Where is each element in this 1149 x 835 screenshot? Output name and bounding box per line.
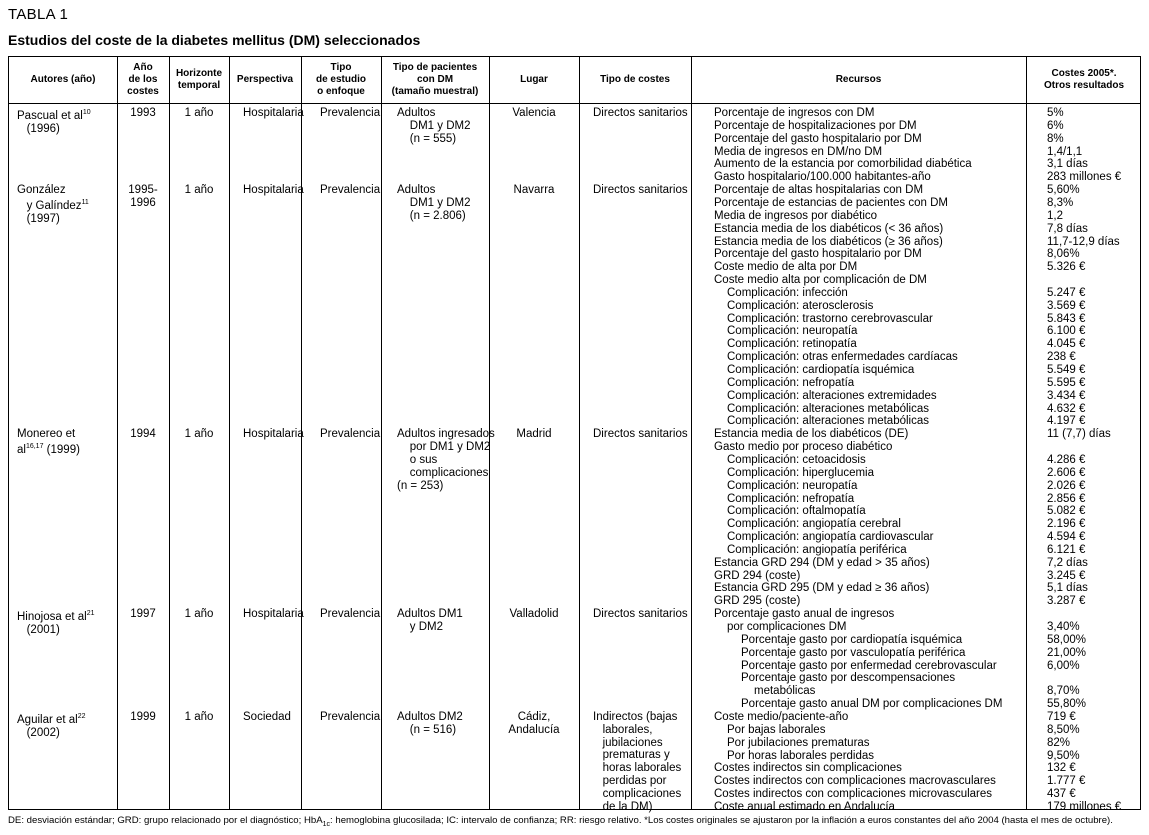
resource-cost: 5,1 días — [1047, 582, 1088, 595]
study-horizon: 1 año — [184, 184, 214, 197]
resource-item: Porcentaje de estancias de pacientes con DM — [714, 196, 948, 209]
resource-item: Complicación: angiopatía periférica — [727, 543, 907, 556]
study-patients: Adultos ingresados por DM1 y DM2 o sus complicaciones (n = 253) — [397, 428, 495, 492]
resource-cost: 179 millones € — [1047, 800, 1122, 813]
study-cost-type: Indirectos (bajas laborales, jubilaciones prematuras y horas laborales perdidas por complicaciones de la DM) — [593, 710, 682, 813]
study-cost-year: 1994 — [130, 428, 156, 441]
resource-cost: 3.287 € — [1047, 595, 1086, 608]
resource-cost: 8% — [1047, 132, 1064, 145]
resource-cost: 4.632 € — [1047, 402, 1086, 415]
study-cost-year: 1993 — [130, 107, 156, 119]
resource-item: Porcentaje gasto por enfermedad cerebrovascular — [741, 659, 997, 672]
resource-cost: 11,7-12,9 días — [1047, 235, 1120, 248]
table-header-row — [9, 57, 1140, 104]
resource-item: Porcentaje gasto anual DM por complicaciones DM — [741, 698, 1003, 711]
resource-item: Porcentaje del gasto hospitalario por DM — [714, 132, 922, 145]
resource-cost: 1,4/1,1 — [1047, 145, 1083, 158]
study-authors — [17, 428, 80, 457]
header-cost-year: Año de los costes — [127, 62, 159, 97]
resource-item: Porcentaje del gasto hospitalario por DM — [714, 248, 922, 261]
table-footnote: DE: desviación estándar; GRD: grupo relacionado por el diagnóstico; HbA$_{1c}$: hemoglobina glucosilada; IC: intervalo de confianza; RR: riesgo relativo. *Los costes originales se ajustaron por la inflación a euros constantes del año 2004 (hasta el mes de octubre). — [8, 815, 1113, 828]
resource-cost: 283 millones € — [1047, 171, 1122, 184]
resource-cost: 7,8 días — [1047, 222, 1088, 235]
resource-item: Estancia media de los diabéticos (DE) — [714, 428, 909, 441]
resource-cost: 5.082 € — [1047, 505, 1086, 518]
resource-cost: 9,50% — [1047, 749, 1080, 762]
resource-item: Complicación: neuropatía — [727, 479, 858, 492]
resource-item: Media de ingresos en DM/no DM — [714, 145, 883, 158]
resource-cost: 6% — [1047, 119, 1064, 132]
resource-cost: 21,00% — [1047, 646, 1087, 659]
resource-item: Complicación: neuropatía — [727, 325, 858, 338]
study-authors — [17, 107, 91, 136]
resource-cost: 7,2 días — [1047, 556, 1088, 569]
study-horizon: 1 año — [184, 608, 214, 621]
resource-item: Complicación: oftalmopatía — [727, 505, 866, 518]
study-cost-type: Directos sanitarios — [593, 428, 688, 441]
column-divider — [229, 57, 230, 809]
author-name: Hinojosa et al — [17, 610, 87, 623]
reference-number: 21 — [86, 610, 95, 618]
resource-cost: 5,60% — [1047, 184, 1080, 197]
study-cost-type: Directos sanitarios — [593, 184, 688, 197]
author-name: González y Galíndez — [17, 184, 82, 212]
resource-cost: 3.245 € — [1047, 569, 1086, 582]
study-place: Cádiz, Andalucía — [508, 710, 560, 736]
resource-item: Porcentaje gasto por cardiopatía isquémica — [741, 633, 963, 646]
resource-cost: 2.026 € — [1047, 479, 1086, 492]
resource-cost: 3,40% — [1047, 621, 1080, 633]
resource-item: Aumento de la estancia por comorbilidad diabética — [714, 158, 972, 171]
resource-cost: 8,50% — [1047, 723, 1080, 736]
reference-number: 22 — [77, 712, 86, 720]
resource-cost: 719 € — [1047, 710, 1076, 723]
table-label: TABLA 1 — [8, 6, 69, 23]
study-perspective: Hospitalaria — [243, 428, 304, 441]
resource-cost: 4.045 € — [1047, 338, 1086, 351]
resource-item: Porcentaje gasto por vasculopatía periférica — [741, 646, 966, 659]
study-perspective: Hospitalaria — [243, 608, 304, 621]
header-cost-type: Tipo de costes — [600, 74, 670, 85]
resource-item: metabólicas — [754, 685, 816, 698]
resource-item: Complicación: retinopatía — [727, 338, 857, 351]
study-place: Valencia — [512, 107, 556, 119]
resource-item: Complicación: infección — [727, 286, 848, 299]
study-authors — [17, 711, 86, 740]
resource-item: Complicación: angiopatía cardiovascular — [727, 531, 934, 544]
resource-cost: 437 € — [1047, 788, 1076, 801]
study-patients: Adultos DM2 (n = 516) — [397, 710, 463, 736]
resource-cost: 8,06% — [1047, 248, 1080, 261]
author-year: (1997) — [26, 212, 60, 225]
resource-item: Costes indirectos con complicaciones microvasculares — [714, 788, 993, 801]
resource-cost: 5.326 € — [1047, 261, 1086, 274]
resource-item: Complicación: cetoacidosis — [727, 453, 866, 466]
table-title: Estudios del coste de la diabetes mellitus (DM) seleccionados — [8, 32, 421, 48]
resource-item: Complicación: alteraciones metabólicas — [727, 415, 929, 428]
resource-item: Por horas laborales perdidas — [727, 749, 875, 762]
resource-item: Costes indirectos sin complicaciones — [714, 762, 902, 775]
resource-item: Por jubilaciones prematuras — [727, 736, 870, 749]
study-cost-type: Directos sanitarios — [593, 107, 688, 119]
resource-item: Coste medio de alta por DM — [714, 261, 858, 274]
resource-cost: 3.569 € — [1047, 299, 1086, 312]
header-authors: Autores (año) — [30, 74, 96, 85]
study-perspective: Hospitalaria — [243, 107, 304, 119]
study-cost-year: 1997 — [130, 608, 156, 621]
study-cost-type: Directos sanitarios — [593, 608, 688, 621]
cost-studies-table — [8, 56, 1141, 813]
study-type: Prevalencia — [320, 608, 381, 621]
resource-cost: 4.197 € — [1047, 415, 1086, 428]
study-perspective: Hospitalaria — [243, 184, 304, 197]
study-authors — [17, 608, 94, 637]
resource-item: Media de ingresos por diabético — [714, 209, 878, 222]
study-authors — [17, 184, 89, 225]
study-place: Navarra — [513, 184, 555, 197]
resource-item: Porcentaje de altas hospitalarias con DM — [714, 184, 924, 197]
header-study-type: Tipo de estudio o enfoque — [315, 62, 366, 97]
resource-cost: 58,00% — [1047, 633, 1087, 646]
header-resources: Recursos — [835, 74, 882, 85]
resource-cost: 1,2 — [1047, 209, 1063, 222]
resource-item: Complicación: aterosclerosis — [727, 299, 874, 312]
resource-cost: 2.856 € — [1047, 492, 1086, 505]
author-name: Pascual et al — [17, 109, 83, 122]
resource-item: Gasto medio por proceso diabético — [714, 441, 893, 454]
resource-cost: 11 (7,7) días — [1047, 428, 1111, 441]
study-horizon: 1 año — [184, 710, 214, 723]
resource-cost: 6.121 € — [1047, 543, 1086, 556]
column-divider — [381, 57, 382, 809]
column-divider — [1026, 57, 1027, 809]
resource-item: Complicación: nefropatía — [727, 376, 855, 389]
study-cost-year: 1999 — [130, 710, 156, 723]
study-patients: Adultos DM1 y DM2 — [397, 608, 463, 633]
author-year: (2001) — [26, 623, 60, 636]
study-type: Prevalencia — [320, 107, 381, 119]
resource-item: Complicación: trastorno cerebrovascular — [727, 312, 933, 325]
column-divider — [579, 57, 580, 809]
resource-cost: 82% — [1047, 736, 1071, 749]
resource-item: Coste medio alta por complicación de DM — [714, 274, 927, 287]
resource-cost: 5.843 € — [1047, 312, 1086, 325]
study-perspective: Sociedad — [243, 710, 291, 723]
author-year: (1999) — [43, 443, 80, 456]
author-year: (2002) — [26, 726, 60, 739]
resource-item: Estancia GRD 294 (DM y edad > 35 años) — [714, 556, 930, 569]
resource-item: Estancia media de los diabéticos (≥ 36 años) — [714, 235, 943, 248]
resource-cost: 3,1 días — [1047, 158, 1088, 171]
resource-cost: 5.247 € — [1047, 286, 1086, 299]
header-place: Lugar — [520, 74, 548, 85]
resource-item: GRD 294 (coste) — [714, 569, 801, 582]
resource-cost: 55,80% — [1047, 698, 1087, 711]
resource-item: Complicación: alteraciones extremidades — [727, 389, 937, 402]
resource-cost: 238 € — [1047, 351, 1076, 364]
resource-cost: 5% — [1047, 107, 1064, 119]
resource-item: Coste anual estimado en Andalucía — [714, 800, 895, 813]
reference-number: 11 — [81, 198, 89, 206]
study-horizon: 1 año — [184, 428, 214, 441]
author-name: Monereo et al — [17, 428, 76, 456]
resource-item: Estancia media de los diabéticos (< 36 años) — [714, 222, 944, 235]
resource-item: Gasto hospitalario/100.000 habitantes-año — [714, 171, 931, 184]
reference-number: 16,17 — [25, 443, 44, 451]
resource-cost: 6.100 € — [1047, 325, 1086, 338]
study-horizon: 1 año — [184, 107, 214, 119]
resource-cost: 4.594 € — [1047, 531, 1086, 544]
resource-cost: 5.595 € — [1047, 376, 1086, 389]
resource-item: Porcentaje gasto por descompensaciones — [741, 672, 956, 685]
study-patients: Adultos DM1 y DM2 (n = 555) — [397, 107, 471, 145]
author-year: (1996) — [26, 122, 60, 135]
resource-cost: 4.286 € — [1047, 453, 1086, 466]
resource-item: Estancia GRD 295 (DM y edad ≥ 36 años) — [714, 582, 930, 595]
resource-item: Porcentaje gasto anual de ingresos — [714, 608, 895, 621]
study-cost-year: 1995- 1996 — [128, 184, 158, 209]
study-patients: Adultos DM1 y DM2 (n = 2.806) — [397, 184, 471, 222]
header-patients: Tipo de pacientes con DM (tamaño muestral) — [391, 62, 479, 97]
header-horizon: Horizonte temporal — [175, 68, 223, 91]
resource-item: Complicación: angiopatía cerebral — [727, 518, 901, 531]
resource-item: Costes indirectos con complicaciones macrovasculares — [714, 775, 996, 788]
column-divider — [691, 57, 692, 809]
resource-item: GRD 295 (coste) — [714, 595, 801, 608]
resource-item: Complicación: nefropatía — [727, 492, 855, 505]
resource-cost: 132 € — [1047, 762, 1076, 775]
study-type: Prevalencia — [320, 184, 381, 197]
reference-number: 10 — [82, 109, 91, 116]
author-name: Aguilar et al — [17, 713, 78, 726]
resource-item: Porcentaje de hospitalizaciones por DM — [714, 119, 917, 132]
resource-item: Coste medio/paciente-año — [714, 710, 849, 723]
resource-cost: 3.434 € — [1047, 389, 1086, 402]
resource-cost: 8,70% — [1047, 685, 1080, 698]
study-place: Madrid — [516, 428, 552, 441]
resource-cost: 1.777 € — [1047, 775, 1086, 788]
resource-item: por complicaciones DM — [727, 621, 847, 633]
study-place: Valladolid — [509, 608, 559, 621]
resource-cost: 5.549 € — [1047, 364, 1086, 376]
resource-item: Complicación: otras enfermedades cardíacas — [727, 351, 958, 364]
resource-cost: 2.196 € — [1047, 518, 1086, 531]
header-costs: Costes 2005*. Otros resultados — [1043, 68, 1125, 91]
resource-item: Por bajas laborales — [727, 723, 826, 736]
resource-cost: 8,3% — [1047, 196, 1074, 209]
study-type: Prevalencia — [320, 428, 381, 441]
resource-item: Porcentaje de ingresos con DM — [714, 107, 875, 119]
resource-cost: 6,00% — [1047, 659, 1080, 672]
header-perspective: Perspectiva — [236, 74, 294, 85]
resource-cost: 2.606 € — [1047, 466, 1086, 479]
resource-item: Complicación: alteraciones metabólicas — [727, 402, 929, 415]
resource-item: Complicación: hiperglucemia — [727, 466, 875, 479]
resource-item: Complicación: cardiopatía isquémica — [727, 364, 915, 376]
study-type: Prevalencia — [320, 710, 381, 723]
